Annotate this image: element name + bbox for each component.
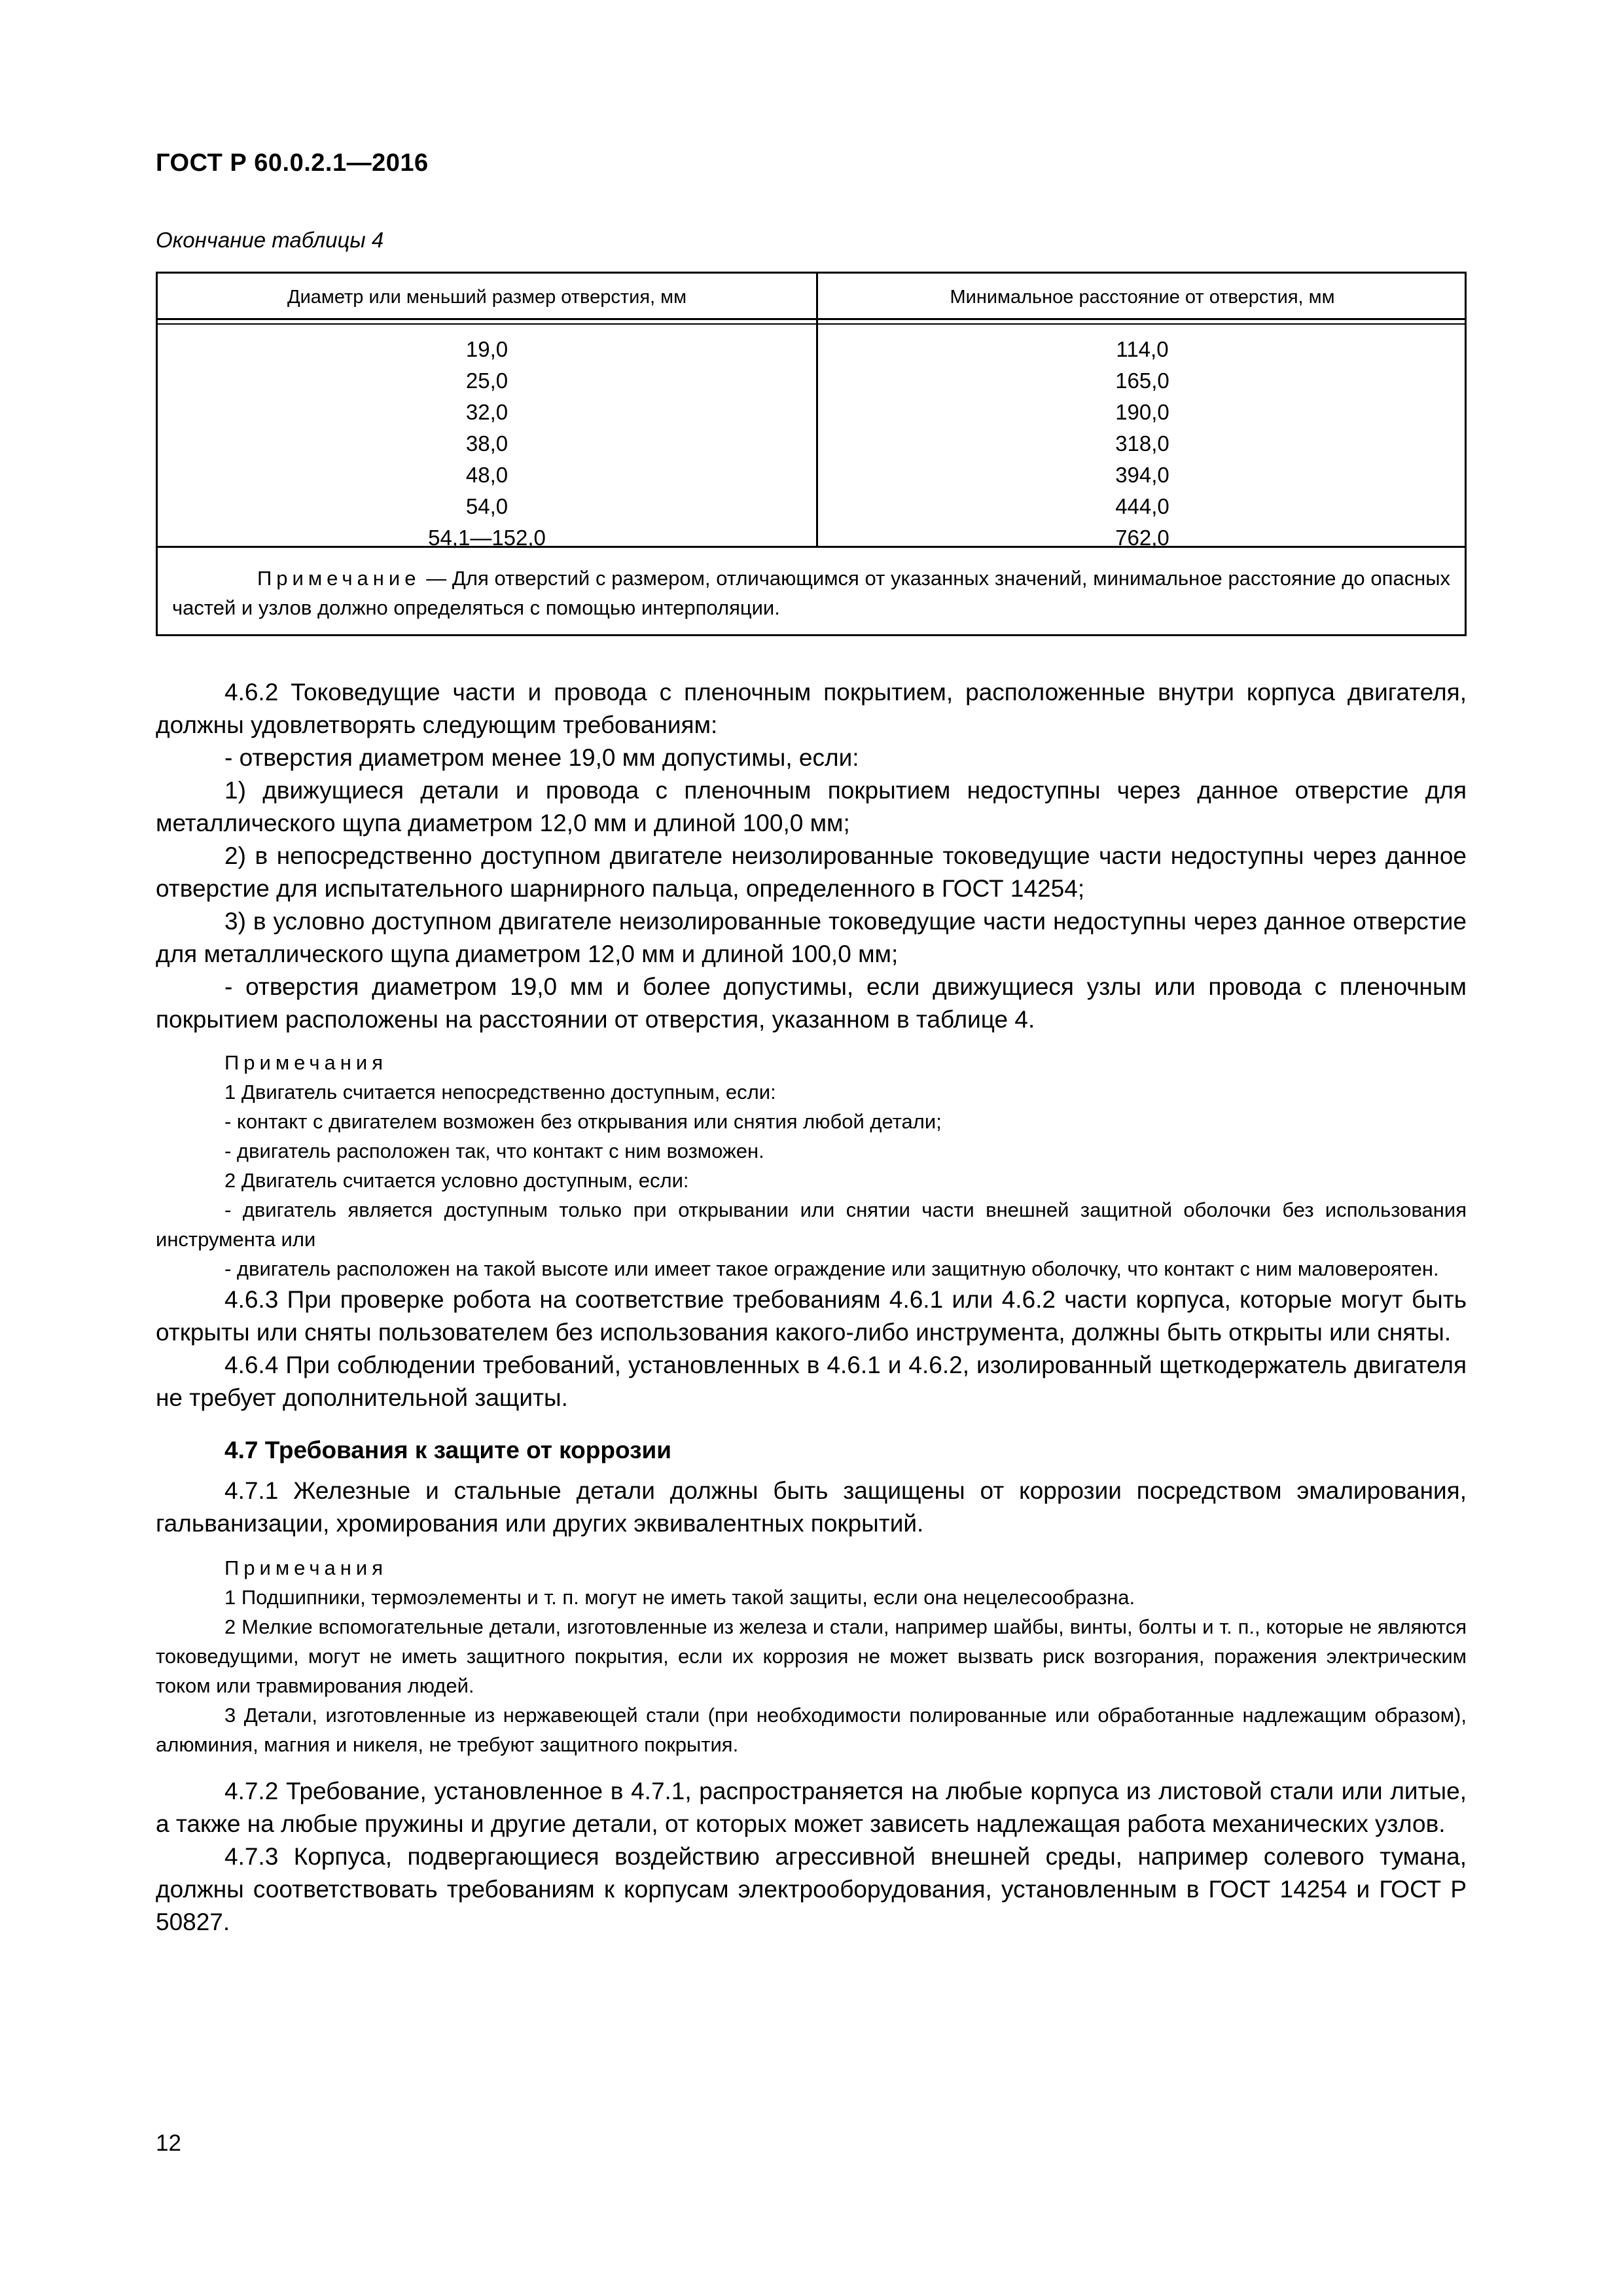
table-cell-diameter: 32,0 <box>465 400 508 424</box>
table-cell-diameter: 19,0 <box>465 337 508 361</box>
table-cell-distance: 190,0 <box>1115 400 1169 424</box>
list-item: - отверстия диаметром менее 19,0 мм допустимы, если: <box>224 744 859 771</box>
table-cell-diameter: 48,0 <box>465 463 508 487</box>
notes-label <box>156 1553 1467 1583</box>
paragraph-4-6-3: 4.6.3 При проверке робота на соответствие требованиям 4.6.1 или 4.6.2 части корпуса, которые могут быть открыты или сняты пользователем без использования какого-либо инструмента, должны быть открыты или сняты. <box>156 1286 1467 1346</box>
table-caption: Окончание таблицы 4 <box>156 228 384 252</box>
table-note <box>172 564 1450 622</box>
table-note-text: — Для отверстий с размером, отличающимся от указанных значений, минимальное расстояние до опасных частей и узлов должно определяться с помощью интерполяции. <box>172 567 1450 619</box>
notes-label-text: Примечания <box>224 1051 387 1074</box>
table-cell-distance: 762,0 <box>1115 526 1169 550</box>
table-column-diameter <box>158 334 816 554</box>
note-item: 2 Мелкие вспомогательные детали, изготовленные из железа и стали, например шайбы, винты, болты и т. п., которые не являются токоведущими, могут не иметь защитного покрытия, если их коррозия не может вызвать риск возгорания, поражения электрическим током или травмирования людей. <box>156 1615 1467 1697</box>
table-cell-distance: 114,0 <box>1116 337 1169 361</box>
paragraph-4-7-1: 4.7.1 Железные и стальные детали должны быть защищены от коррозии посредством эмалирования, гальванизации, хромирования или других эквивалентных покрытий. <box>156 1477 1467 1537</box>
paragraph-4-6-2-intro: 4.6.2 Токоведущие части и провода с пленочным покрытием, расположенные внутри корпуса двигателя, должны удовлетворять следующим требованиям: <box>156 679 1467 738</box>
table-cell-distance: 394,0 <box>1115 463 1169 487</box>
table-cell-distance: 165,0 <box>1115 368 1169 393</box>
list-item: 2) в непосредственно доступном двигателе неизолированные токоведущие части недоступны через данное отверстие для испытательного шарнирного пальца, определенного в ГОСТ 14254; <box>156 842 1467 902</box>
paragraph-4-7-2: 4.7.2 Требование, установленное в 4.7.1, распространяется на любые корпуса из листовой стали или литые, а также на любые пружины и другие детали, от которых может зависеть надлежащая работа механических узлов. <box>156 1778 1467 1837</box>
note-item: 1 Подшипники, термоэлементы и т. п. могут не иметь такой защиты, если она нецелесообразна. <box>224 1586 1135 1609</box>
table-header-distance: Минимальное расстояние от отверстия, мм <box>950 287 1335 308</box>
note-item: 3 Детали, изготовленные из нержавеющей стали (при необходимости полированные или обработанные надлежащим образом), алюминия, магния и никеля, не требуют защитного покрытия. <box>156 1704 1467 1756</box>
table-cell-diameter: 54,1—152,0 <box>428 526 546 550</box>
paragraph-4-6-4: 4.6.4 При соблюдении требований, установленных в 4.6.1 и 4.6.2, изолированный щеткодержатель двигателя не требует дополнительной защиты. <box>156 1352 1467 1411</box>
list-item: - отверстия диаметром 19,0 мм и более допустимы, если движущиеся узлы или провода с пленочным покрытием расположены на расстоянии от отверстия, указанном в таблице 4. <box>156 973 1467 1033</box>
document-code: ГОСТ Р 60.0.2.1—2016 <box>156 149 429 177</box>
note-item: 2 Двигатель считается условно доступным, если: <box>224 1169 689 1192</box>
table-cell-distance: 318,0 <box>1115 431 1169 456</box>
table-header-rule-double <box>158 323 1465 325</box>
notes-block-4-7 <box>156 1553 1467 1759</box>
table-column-distance <box>818 334 1467 554</box>
notes-block-4-6-2 <box>156 1048 1467 1283</box>
table-cell-diameter: 54,0 <box>465 494 508 518</box>
table-cell-diameter: 38,0 <box>465 431 508 456</box>
list-item: 1) движущиеся детали и провода с пленочным покрытием недоступны через данное отверстие для металлического щупа диаметром 12,0 мм и длиной 100,0 мм; <box>156 777 1467 836</box>
section-heading-4-7: 4.7 Требования к защите от коррозии <box>224 1437 671 1463</box>
paragraph-4-7-3: 4.7.3 Корпуса, подвергающиеся воздействию агрессивной внешней среды, например солевого тумана, должны соответствовать требованиям к корпусам электрооборудования, установленным в ГОСТ 14254 и ГОСТ Р 50827. <box>156 1843 1467 1935</box>
note-item: - двигатель расположен так, что контакт с ним возможен. <box>224 1139 764 1162</box>
table-cell-distance: 444,0 <box>1115 494 1169 518</box>
notes-label-text: Примечания <box>224 1556 387 1579</box>
list-item: 3) в условно доступном двигателе неизолированные токоведущие части недоступны через данное отверстие для металлического щупа диаметром 12,0 мм и длиной 100,0 мм; <box>156 908 1467 967</box>
notes-label <box>156 1048 1467 1077</box>
table-note-label: Примечание <box>257 567 421 590</box>
note-item: - двигатель является доступным только при открывании или снятии части внешней защитной оболочки без использования инструмента или <box>156 1198 1467 1251</box>
table-header-rule <box>158 318 1465 320</box>
table-cell-diameter: 25,0 <box>465 368 508 393</box>
table-4 <box>156 272 1467 636</box>
note-item: - двигатель расположен на такой высоте или имеет такое ограждение или защитную оболочку, что контакт с ним маловероятен. <box>224 1257 1439 1280</box>
note-item: - контакт с двигателем возможен без открывания или снятия любой детали; <box>224 1110 942 1133</box>
note-item: 1 Двигатель считается непосредственно доступным, если: <box>224 1081 776 1103</box>
table-header-diameter: Диаметр или меньший размер отверстия, мм <box>287 287 687 308</box>
page-number: 12 <box>156 2130 181 2156</box>
section-4-6-2 <box>156 676 1467 1939</box>
